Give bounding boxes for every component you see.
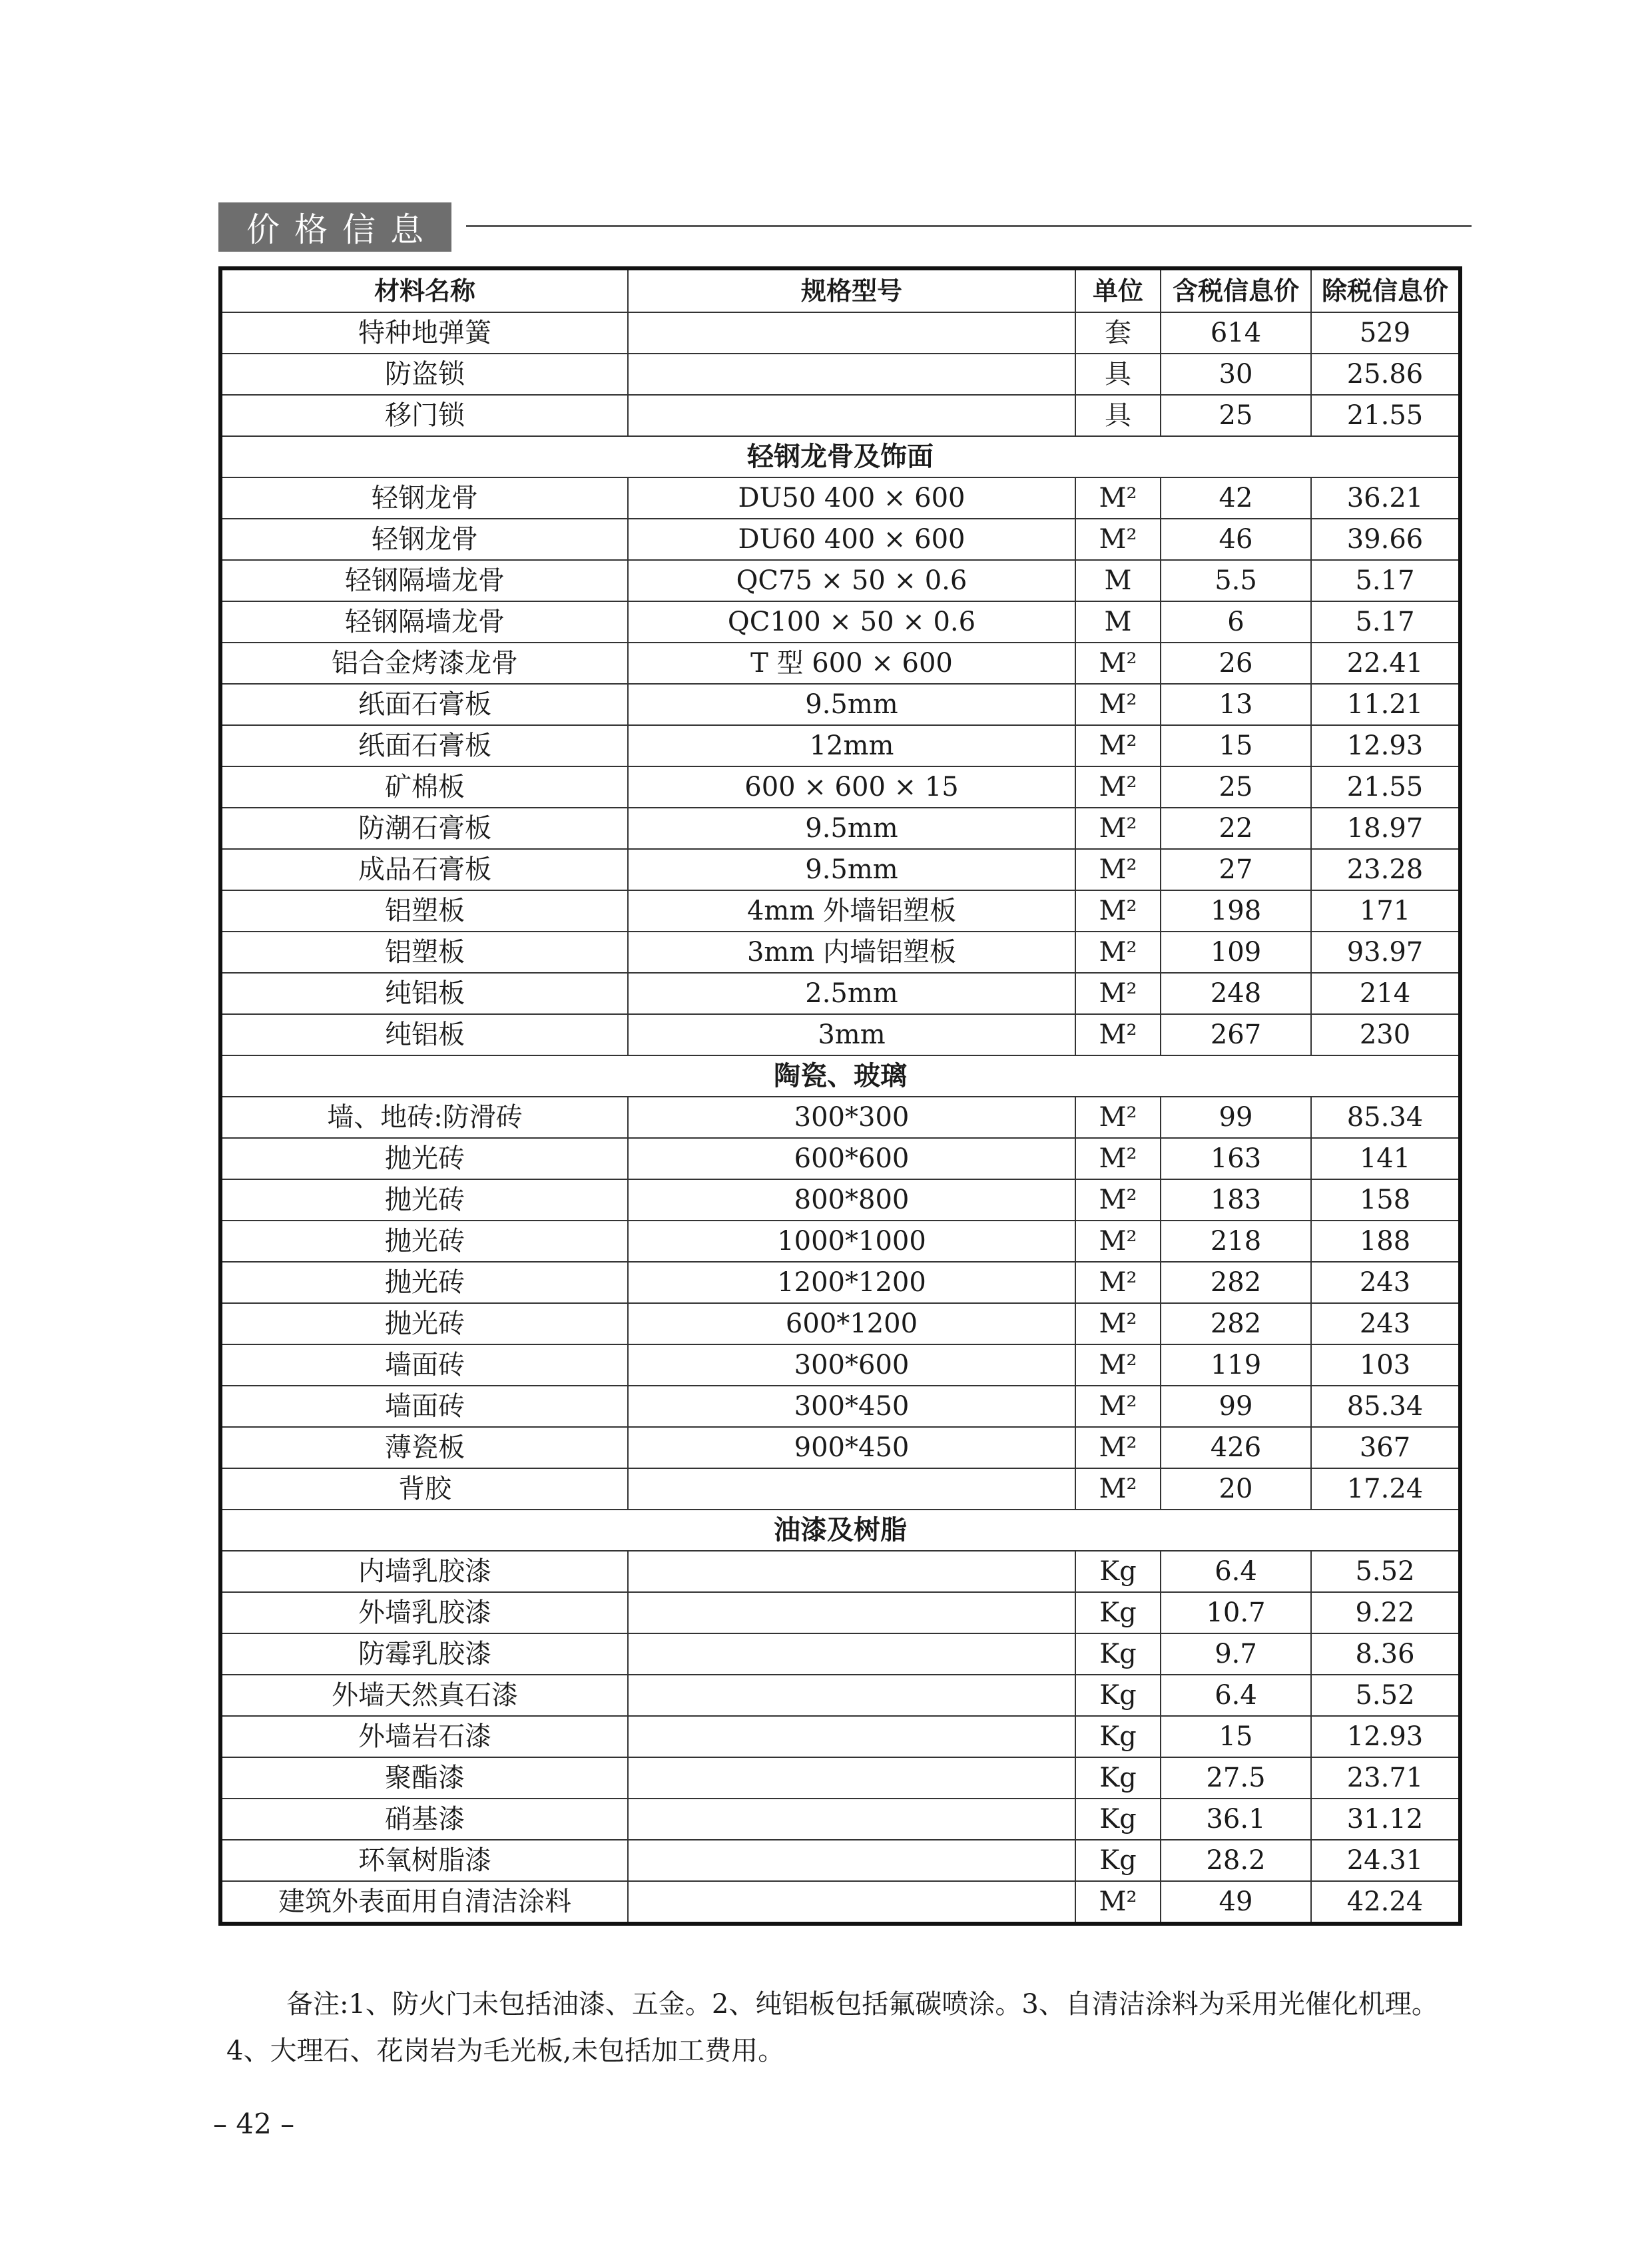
cell-tax-excl: 188: [1311, 1221, 1460, 1262]
cell-tax-incl: 36.1: [1161, 1799, 1311, 1840]
cell-tax-excl: 171: [1311, 890, 1460, 932]
table-row: [220, 890, 1460, 932]
cell-spec: 600 × 600 × 15: [628, 766, 1075, 808]
cell-spec: [628, 1716, 1075, 1757]
cell-tax-excl: 5.17: [1311, 601, 1460, 643]
cell-spec: [628, 1551, 1075, 1592]
cell-unit: M²: [1075, 808, 1161, 849]
cell-tax-incl: 28.2: [1161, 1840, 1311, 1881]
cell-tax-incl: 183: [1161, 1179, 1311, 1221]
table-row: [220, 766, 1460, 808]
table-row: [220, 932, 1460, 973]
cell-unit: M: [1075, 560, 1161, 601]
cell-tax-incl: 15: [1161, 1716, 1311, 1757]
column-header-tax-incl: 含税信息价: [1161, 268, 1311, 312]
cell-name: 抛光砖: [220, 1138, 628, 1179]
cell-unit: M²: [1075, 1138, 1161, 1179]
cell-unit: Kg: [1075, 1675, 1161, 1716]
cell-name: 抛光砖: [220, 1179, 628, 1221]
table-row: [220, 1262, 1460, 1303]
table-row: [220, 1427, 1460, 1468]
cell-tax-excl: 21.55: [1311, 766, 1460, 808]
table-body: [220, 312, 1460, 1924]
cell-name: 轻钢隔墙龙骨: [220, 601, 628, 643]
cell-tax-excl: 23.28: [1311, 849, 1460, 890]
table-row: [220, 395, 1460, 436]
cell-unit: M²: [1075, 477, 1161, 519]
table-row: [220, 1840, 1460, 1881]
cell-name: 墙面砖: [220, 1386, 628, 1427]
cell-name: 铝塑板: [220, 932, 628, 973]
cell-tax-excl: 85.34: [1311, 1386, 1460, 1427]
cell-tax-excl: 243: [1311, 1262, 1460, 1303]
cell-tax-excl: 31.12: [1311, 1799, 1460, 1840]
cell-name: 轻钢龙骨: [220, 477, 628, 519]
cell-tax-incl: 163: [1161, 1138, 1311, 1179]
cell-tax-excl: 8.36: [1311, 1633, 1460, 1675]
cell-spec: 2.5mm: [628, 973, 1075, 1014]
cell-tax-incl: 22: [1161, 808, 1311, 849]
cell-tax-excl: 12.93: [1311, 1716, 1460, 1757]
cell-spec: DU50 400 × 600: [628, 477, 1075, 519]
cell-name: 纸面石膏板: [220, 725, 628, 766]
cell-name: 抛光砖: [220, 1221, 628, 1262]
cell-tax-incl: 46: [1161, 519, 1311, 560]
cell-tax-incl: 426: [1161, 1427, 1311, 1468]
cell-unit: M²: [1075, 1881, 1161, 1924]
cell-spec: 1000*1000: [628, 1221, 1075, 1262]
cell-spec: 3mm 内墙铝塑板: [628, 932, 1075, 973]
cell-tax-excl: 214: [1311, 973, 1460, 1014]
cell-tax-incl: 119: [1161, 1344, 1311, 1386]
table-row: [220, 477, 1460, 519]
table-row: [220, 1757, 1460, 1799]
cell-name: 特种地弹簧: [220, 312, 628, 354]
section-header: [218, 202, 451, 252]
cell-spec: T 型 600 × 600: [628, 643, 1075, 684]
cell-unit: Kg: [1075, 1551, 1161, 1592]
cell-name: 防盗锁: [220, 354, 628, 395]
cell-tax-incl: 218: [1161, 1221, 1311, 1262]
cell-tax-excl: 22.41: [1311, 643, 1460, 684]
section-heading: 轻钢龙骨及饰面: [220, 436, 1460, 477]
cell-unit: Kg: [1075, 1592, 1161, 1633]
cell-tax-excl: 39.66: [1311, 519, 1460, 560]
cell-tax-excl: 230: [1311, 1014, 1460, 1055]
table-row: [220, 1386, 1460, 1427]
cell-tax-excl: 36.21: [1311, 477, 1460, 519]
cell-unit: M²: [1075, 1097, 1161, 1138]
cell-tax-incl: 109: [1161, 932, 1311, 973]
cell-spec: [628, 1799, 1075, 1840]
cell-tax-excl: 12.93: [1311, 725, 1460, 766]
cell-tax-excl: 141: [1311, 1138, 1460, 1179]
section-row: [220, 1510, 1460, 1551]
cell-spec: [628, 395, 1075, 436]
cell-unit: M²: [1075, 1014, 1161, 1055]
cell-name: 抛光砖: [220, 1262, 628, 1303]
cell-tax-excl: 93.97: [1311, 932, 1460, 973]
cell-spec: QC100 × 50 × 0.6: [628, 601, 1075, 643]
section-row: [220, 436, 1460, 477]
cell-tax-excl: 21.55: [1311, 395, 1460, 436]
table-row: [220, 725, 1460, 766]
table-row: [220, 1014, 1460, 1055]
table-row: [220, 601, 1460, 643]
column-header-spec: 规格型号: [628, 268, 1075, 312]
cell-spec: 900*450: [628, 1427, 1075, 1468]
cell-name: 铝塑板: [220, 890, 628, 932]
cell-name: 抛光砖: [220, 1303, 628, 1344]
cell-spec: [628, 1881, 1075, 1924]
table-row: [220, 643, 1460, 684]
cell-tax-excl: 23.71: [1311, 1757, 1460, 1799]
cell-tax-incl: 198: [1161, 890, 1311, 932]
table-row: [220, 1881, 1460, 1924]
cell-unit: M²: [1075, 849, 1161, 890]
table-row: [220, 1633, 1460, 1675]
cell-tax-incl: 49: [1161, 1881, 1311, 1924]
cell-unit: M²: [1075, 643, 1161, 684]
cell-name: 环氧树脂漆: [220, 1840, 628, 1881]
cell-tax-incl: 15: [1161, 725, 1311, 766]
table-row: [220, 849, 1460, 890]
cell-spec: [628, 1592, 1075, 1633]
cell-unit: M²: [1075, 725, 1161, 766]
cell-unit: M²: [1075, 1386, 1161, 1427]
table-header-row: [220, 268, 1460, 312]
cell-unit: 具: [1075, 395, 1161, 436]
table-row: [220, 1675, 1460, 1716]
table-row: [220, 1097, 1460, 1138]
cell-tax-excl: 25.86: [1311, 354, 1460, 395]
cell-tax-incl: 25: [1161, 395, 1311, 436]
cell-unit: M²: [1075, 1468, 1161, 1510]
cell-tax-excl: 158: [1311, 1179, 1460, 1221]
cell-spec: 4mm 外墙铝塑板: [628, 890, 1075, 932]
cell-spec: DU60 400 × 600: [628, 519, 1075, 560]
cell-unit: M²: [1075, 932, 1161, 973]
cell-tax-excl: 367: [1311, 1427, 1460, 1468]
cell-tax-incl: 6.4: [1161, 1551, 1311, 1592]
cell-name: 防霉乳胶漆: [220, 1633, 628, 1675]
table-row: [220, 312, 1460, 354]
cell-unit: M: [1075, 601, 1161, 643]
cell-spec: 12mm: [628, 725, 1075, 766]
page-number: – 42 –: [213, 2108, 295, 2140]
cell-spec: 600*1200: [628, 1303, 1075, 1344]
cell-spec: [628, 1675, 1075, 1716]
cell-unit: M²: [1075, 973, 1161, 1014]
cell-unit: 套: [1075, 312, 1161, 354]
table-row: [220, 519, 1460, 560]
table-row: [220, 1303, 1460, 1344]
note-line-1: 备注:1、防火门未包括油漆、五金。2、纯铝板包括氟碳喷涂。3、自清洁涂料为采用光催化机理。: [286, 1989, 1438, 2020]
cell-tax-incl: 248: [1161, 973, 1311, 1014]
cell-tax-excl: 5.17: [1311, 560, 1460, 601]
cell-tax-excl: 103: [1311, 1344, 1460, 1386]
cell-tax-excl: 5.52: [1311, 1675, 1460, 1716]
cell-name: 防潮石膏板: [220, 808, 628, 849]
cell-unit: M²: [1075, 1427, 1161, 1468]
cell-tax-incl: 27.5: [1161, 1757, 1311, 1799]
cell-tax-incl: 5.5: [1161, 560, 1311, 601]
cell-tax-incl: 282: [1161, 1262, 1311, 1303]
column-header-tax-excl: 除税信息价: [1311, 268, 1460, 312]
table-row: [220, 973, 1460, 1014]
cell-unit: M²: [1075, 1262, 1161, 1303]
cell-spec: 9.5mm: [628, 849, 1075, 890]
cell-name: 建筑外表面用自清洁涂料: [220, 1881, 628, 1924]
cell-spec: 9.5mm: [628, 684, 1075, 725]
cell-name: 墙、地砖:防滑砖: [220, 1097, 628, 1138]
cell-name: 外墙乳胶漆: [220, 1592, 628, 1633]
cell-tax-excl: 17.24: [1311, 1468, 1460, 1510]
cell-spec: 1200*1200: [628, 1262, 1075, 1303]
cell-tax-incl: 6.4: [1161, 1675, 1311, 1716]
cell-spec: 800*800: [628, 1179, 1075, 1221]
cell-spec: QC75 × 50 × 0.6: [628, 560, 1075, 601]
cell-tax-excl: 11.21: [1311, 684, 1460, 725]
table-row: [220, 1179, 1460, 1221]
cell-spec: [628, 354, 1075, 395]
cell-tax-excl: 24.31: [1311, 1840, 1460, 1881]
cell-unit: M²: [1075, 890, 1161, 932]
cell-tax-incl: 6: [1161, 601, 1311, 643]
cell-name: 硝基漆: [220, 1799, 628, 1840]
cell-tax-incl: 267: [1161, 1014, 1311, 1055]
cell-spec: [628, 312, 1075, 354]
cell-spec: [628, 1757, 1075, 1799]
cell-unit: 具: [1075, 354, 1161, 395]
column-header-name: 材料名称: [220, 268, 628, 312]
cell-tax-incl: 27: [1161, 849, 1311, 890]
table-row: [220, 560, 1460, 601]
table-row: [220, 1716, 1460, 1757]
cell-name: 外墙岩石漆: [220, 1716, 628, 1757]
cell-tax-excl: 85.34: [1311, 1097, 1460, 1138]
cell-tax-excl: 9.22: [1311, 1592, 1460, 1633]
cell-name: 移门锁: [220, 395, 628, 436]
cell-name: 纯铝板: [220, 1014, 628, 1055]
price-table: [218, 266, 1462, 1926]
section-row: [220, 1055, 1460, 1097]
cell-tax-incl: 20: [1161, 1468, 1311, 1510]
cell-tax-incl: 26: [1161, 643, 1311, 684]
table-row: [220, 1344, 1460, 1386]
cell-name: 矿棉板: [220, 766, 628, 808]
cell-name: 轻钢龙骨: [220, 519, 628, 560]
cell-name: 纯铝板: [220, 973, 628, 1014]
cell-spec: 300*300: [628, 1097, 1075, 1138]
cell-name: 铝合金烤漆龙骨: [220, 643, 628, 684]
cell-tax-incl: 25: [1161, 766, 1311, 808]
cell-name: 轻钢隔墙龙骨: [220, 560, 628, 601]
cell-name: 薄瓷板: [220, 1427, 628, 1468]
cell-unit: M²: [1075, 1179, 1161, 1221]
cell-spec: 300*600: [628, 1344, 1075, 1386]
cell-name: 纸面石膏板: [220, 684, 628, 725]
note-line-2: 4、大理石、花岗岩为毛光板,未包括加工费用。: [226, 2036, 785, 2066]
header-rule: [466, 225, 1472, 227]
cell-name: 墙面砖: [220, 1344, 628, 1386]
cell-spec: 9.5mm: [628, 808, 1075, 849]
cell-unit: Kg: [1075, 1757, 1161, 1799]
section-heading: 油漆及树脂: [220, 1510, 1460, 1551]
cell-spec: [628, 1633, 1075, 1675]
cell-unit: Kg: [1075, 1840, 1161, 1881]
cell-name: 成品石膏板: [220, 849, 628, 890]
cell-name: 外墙天然真石漆: [220, 1675, 628, 1716]
cell-unit: Kg: [1075, 1633, 1161, 1675]
cell-unit: M²: [1075, 684, 1161, 725]
cell-tax-excl: 5.52: [1311, 1551, 1460, 1592]
cell-tax-excl: 243: [1311, 1303, 1460, 1344]
cell-tax-incl: 282: [1161, 1303, 1311, 1344]
cell-name: 聚酯漆: [220, 1757, 628, 1799]
table-row: [220, 808, 1460, 849]
cell-name: 内墙乳胶漆: [220, 1551, 628, 1592]
cell-unit: M²: [1075, 1303, 1161, 1344]
column-header-unit: 单位: [1075, 268, 1161, 312]
cell-unit: M²: [1075, 766, 1161, 808]
table-row: [220, 1138, 1460, 1179]
cell-tax-excl: 529: [1311, 312, 1460, 354]
cell-tax-incl: 99: [1161, 1097, 1311, 1138]
cell-spec: 3mm: [628, 1014, 1075, 1055]
cell-tax-excl: 42.24: [1311, 1881, 1460, 1924]
cell-tax-incl: 13: [1161, 684, 1311, 725]
section-title: 价格信息: [218, 202, 451, 252]
cell-tax-incl: 614: [1161, 312, 1311, 354]
cell-unit: Kg: [1075, 1799, 1161, 1840]
cell-tax-excl: 18.97: [1311, 808, 1460, 849]
cell-spec: 600*600: [628, 1138, 1075, 1179]
table-row: [220, 1592, 1460, 1633]
cell-spec: [628, 1468, 1075, 1510]
cell-spec: [628, 1840, 1075, 1881]
cell-unit: M²: [1075, 1221, 1161, 1262]
cell-tax-incl: 10.7: [1161, 1592, 1311, 1633]
cell-tax-incl: 30: [1161, 354, 1311, 395]
table-row: [220, 1551, 1460, 1592]
cell-unit: M²: [1075, 519, 1161, 560]
table-row: [220, 1468, 1460, 1510]
cell-unit: Kg: [1075, 1716, 1161, 1757]
cell-tax-incl: 99: [1161, 1386, 1311, 1427]
section-heading: 陶瓷、玻璃: [220, 1055, 1460, 1097]
table-row: [220, 354, 1460, 395]
table-row: [220, 1799, 1460, 1840]
table-row: [220, 684, 1460, 725]
cell-unit: M²: [1075, 1344, 1161, 1386]
cell-spec: 300*450: [628, 1386, 1075, 1427]
table-row: [220, 1221, 1460, 1262]
cell-name: 背胶: [220, 1468, 628, 1510]
cell-tax-incl: 9.7: [1161, 1633, 1311, 1675]
cell-tax-incl: 42: [1161, 477, 1311, 519]
